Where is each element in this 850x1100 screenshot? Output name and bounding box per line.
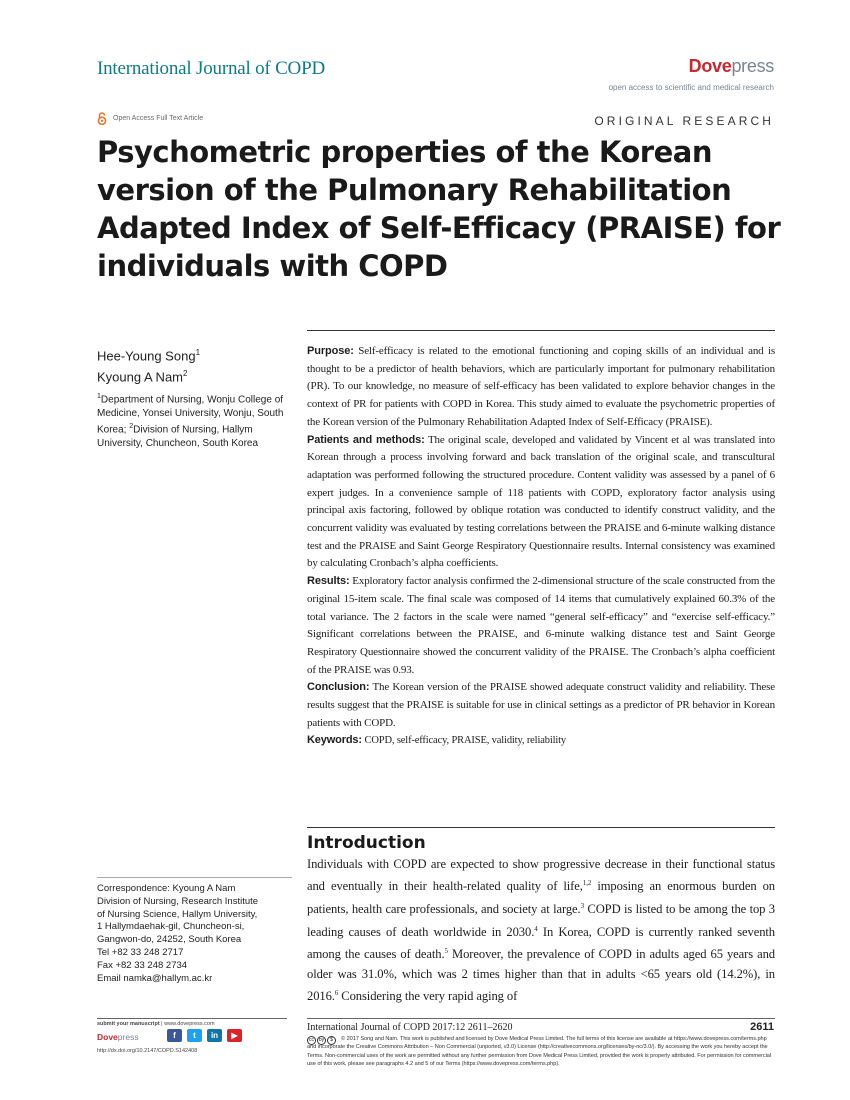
- correspondence-line: Correspondence: Kyoung A Nam: [97, 883, 236, 894]
- correspondence-email[interactable]: Email namka@hallym.ac.kr: [97, 972, 213, 984]
- author-name: Hee-Young Song: [97, 348, 196, 364]
- linkedin-icon[interactable]: in: [207, 1029, 222, 1042]
- affiliations: [97, 390, 297, 451]
- correspondence-fax: Fax +82 33 248 2734: [97, 959, 188, 971]
- correspondence-line: 1 Hallymdaehak-gil, Chuncheon-si,: [97, 921, 245, 933]
- abstract-text: Exploratory factor analysis confirmed the 2-dimensional structure of the scale constructed from the original 15-item scale. The final scale was composed of 14 items that cumulatively explained 60.3% of the total variance. The 2 factors in the scale were named “general self-efficacy” and “exercise self-efficacy.” Significant correlations between the PRAISE, and 6-minute walking distance test and Saint George Respiratory Questionnaire showed the concurrent validity of the PRAISE. The Cronbach’s alpha coefficient of the PRAISE was 0.93.: [307, 575, 775, 676]
- abstract: [307, 343, 775, 750]
- keywords-text: COPD, self-efficacy, PRAISE, validity, reliability: [364, 735, 566, 747]
- citation-ref[interactable]: 1,2: [582, 879, 592, 888]
- footer-publisher-logo[interactable]: [97, 1032, 139, 1042]
- citation-ref[interactable]: 4: [534, 924, 538, 933]
- doi-link[interactable]: http://dx.doi.org/10.2147/COPD.S142408: [97, 1048, 198, 1054]
- page-number: 2611: [750, 1021, 774, 1033]
- intro-text: Considering the very rapid aging of: [338, 989, 518, 1004]
- keywords-label: Keywords:: [307, 734, 362, 747]
- abstract-label: Patients and methods:: [307, 433, 425, 446]
- abstract-text: Self-efficacy is related to the emotional functioning and coping skills of an individual and is thought to be a predictor of health behaviors, which are particularly important for pulmonary rehabilitation (PR). To our knowledge, no measure of self-efficacy has been validated to explore behavior changes in the context of PR for patients with COPD in Korea. This study aimed to evaluate the psychometric properties of the Korean version of the Pulmonary Rehabilitation Adapted Index of Self-Efficacy (PRAISE).: [307, 345, 775, 428]
- social-links: [167, 1029, 242, 1042]
- introduction-body: [307, 855, 775, 1007]
- submit-label: submit your manuscript: [97, 1021, 160, 1027]
- author-name: Kyoung A Nam: [97, 369, 183, 385]
- article-type: ORIGINAL RESEARCH: [594, 114, 774, 128]
- abstract-purpose: [307, 343, 775, 432]
- submit-url: | www.dovepress.com: [159, 1021, 215, 1027]
- intro-text: In Korea, COPD is currently ranked seventh among the causes of death.: [307, 924, 775, 962]
- twitter-icon[interactable]: t: [187, 1029, 202, 1042]
- abstract-label: Results:: [307, 575, 350, 588]
- correspondence: [97, 883, 297, 985]
- footer-logo-primary: Dove: [97, 1032, 118, 1042]
- publisher-tagline: open access to scientific and medical research: [608, 83, 774, 92]
- intro-text: Moreover, the prevalence of COPD in adults aged 65 years and older was 31.0%, which was 2 times higher than that in adults <65 years old (14.2%), in 2016.: [307, 947, 776, 1004]
- correspondence-line: of Nursing Science, Hallym University,: [97, 908, 258, 920]
- author-affiliation-sup: 1: [195, 348, 201, 357]
- author-2[interactable]: [97, 365, 200, 386]
- abstract-conclusion: [307, 679, 775, 732]
- affiliation-sup: 2: [129, 423, 134, 431]
- affiliation-2: Division of Nursing, Hallym University, Chuncheon, South Korea: [97, 424, 259, 450]
- abstract-label: Purpose:: [307, 345, 354, 357]
- intro-text: Individuals with COPD are expected to show progressive decrease in their functional status and eventually in their health-related quality of life,: [307, 857, 775, 894]
- citation-ref[interactable]: 6: [334, 989, 339, 998]
- correspondence-line: Division of Nursing, Research Institute: [97, 895, 259, 907]
- intro-text: imposing an enormous burden on patients, health care professionals, and society at large.: [307, 879, 776, 917]
- publisher-logo[interactable]: [689, 56, 774, 77]
- abstract-label: Conclusion:: [307, 681, 370, 694]
- open-access-lock-icon: [97, 112, 107, 125]
- correspondence-line: Gangwon-do, 24252, South Korea: [97, 934, 242, 946]
- license-text: © 2017 Song and Nam. This work is published and licensed by Dove Medical Press Limited. The full terms of this license are available at https://www.dovepress.com/terms.php and incorporate the Creative Commons Attribution – Non Commercial (unported, v3.0) License (http://creativecommons.org/licenses/by-nc/3.0/). By accessing the work you hereby accept the Terms. Non-commercial uses of the work are permitted without any further permission from Dove Medical Press Limited, provided the work is properly attributed. For permission for commercial use of this work, please see paragraphs 4.2 and 5 of our Terms (https://www.dovepress.com/terms.php).: [307, 1036, 772, 1067]
- submit-manuscript-link[interactable]: [97, 1021, 215, 1027]
- publisher-logo-primary: Dove: [688, 56, 732, 76]
- affiliation-sup: 1: [97, 393, 101, 400]
- citation-ref[interactable]: 3: [580, 902, 584, 910]
- correspondence-tel: Tel +82 33 248 2717: [97, 946, 184, 958]
- youtube-icon[interactable]: ▶: [227, 1029, 242, 1042]
- abstract-text: The original scale, developed and validated by Vincent et al was translated into Korean through a process involving forward and back translation of the original scale, and transcultural adaptation was performed following the structured procedure. Content validity was assessed by a panel of 6 expert judges. In a convenience sample of 118 patients with COPD, exploratory factor analysis using principal axis factoring, followed by oblique rotation was conducted to identify construct validity, and the concurrent validity was evaluated by testing correlations between the PRAISE and 6-minute walking distance test and the PRAISE and Saint George Respiratory Questionnaire results. Internal consistency was examined by calculating Cronbach’s alpha coefficients.: [307, 433, 775, 570]
- abstract-text: The Korean version of the PRAISE showed adequate construct validity and reliability. These results suggest that the PRAISE is suitable for use in clinical settings as a predictor of PR behavior in Korean patients with COPD.: [307, 681, 775, 729]
- footer-logo-secondary: press: [117, 1032, 139, 1042]
- introduction-divider: [307, 827, 775, 828]
- by-icon: by: [318, 1037, 325, 1043]
- abstract-results: [307, 573, 775, 679]
- abstract-keywords: [307, 732, 775, 750]
- affiliation-1: Department of Nursing, Wonju College of Medicine, Yonsei University, Wonju, South Korea;: [97, 394, 284, 436]
- intro-text: COPD is listed to be among the top 3 leading causes of death worldwide in 2030.: [307, 902, 775, 939]
- citation-ref[interactable]: 5: [444, 947, 448, 956]
- abstract-divider: [307, 330, 775, 331]
- author-affiliation-sup: 2: [183, 369, 188, 379]
- footer-divider-right: [307, 1018, 775, 1019]
- abstract-methods: [307, 432, 775, 574]
- open-access-badge: [97, 112, 203, 125]
- publisher-logo-secondary: press: [731, 56, 774, 76]
- footer-divider-left: [97, 1018, 287, 1019]
- author-list: [97, 344, 200, 387]
- correspondence-divider: [97, 877, 292, 878]
- footer-citation: International Journal of COPD 2017:12 2611–2620: [307, 1022, 513, 1033]
- introduction-heading: Introduction: [307, 833, 426, 853]
- nc-icon: $: [327, 1036, 336, 1045]
- author-1[interactable]: [97, 344, 200, 365]
- journal-title[interactable]: International Journal of COPD: [97, 58, 325, 79]
- facebook-icon[interactable]: f: [167, 1029, 182, 1042]
- cc-icon: cc: [309, 1037, 314, 1043]
- article-title: Psychometric properties of the Korean version of the Pulmonary Rehabilitation Adapted Index of Self-Efficacy (PRAISE) for individuals with COPD: [97, 135, 781, 283]
- open-access-label: Open Access Full Text Article: [113, 115, 204, 122]
